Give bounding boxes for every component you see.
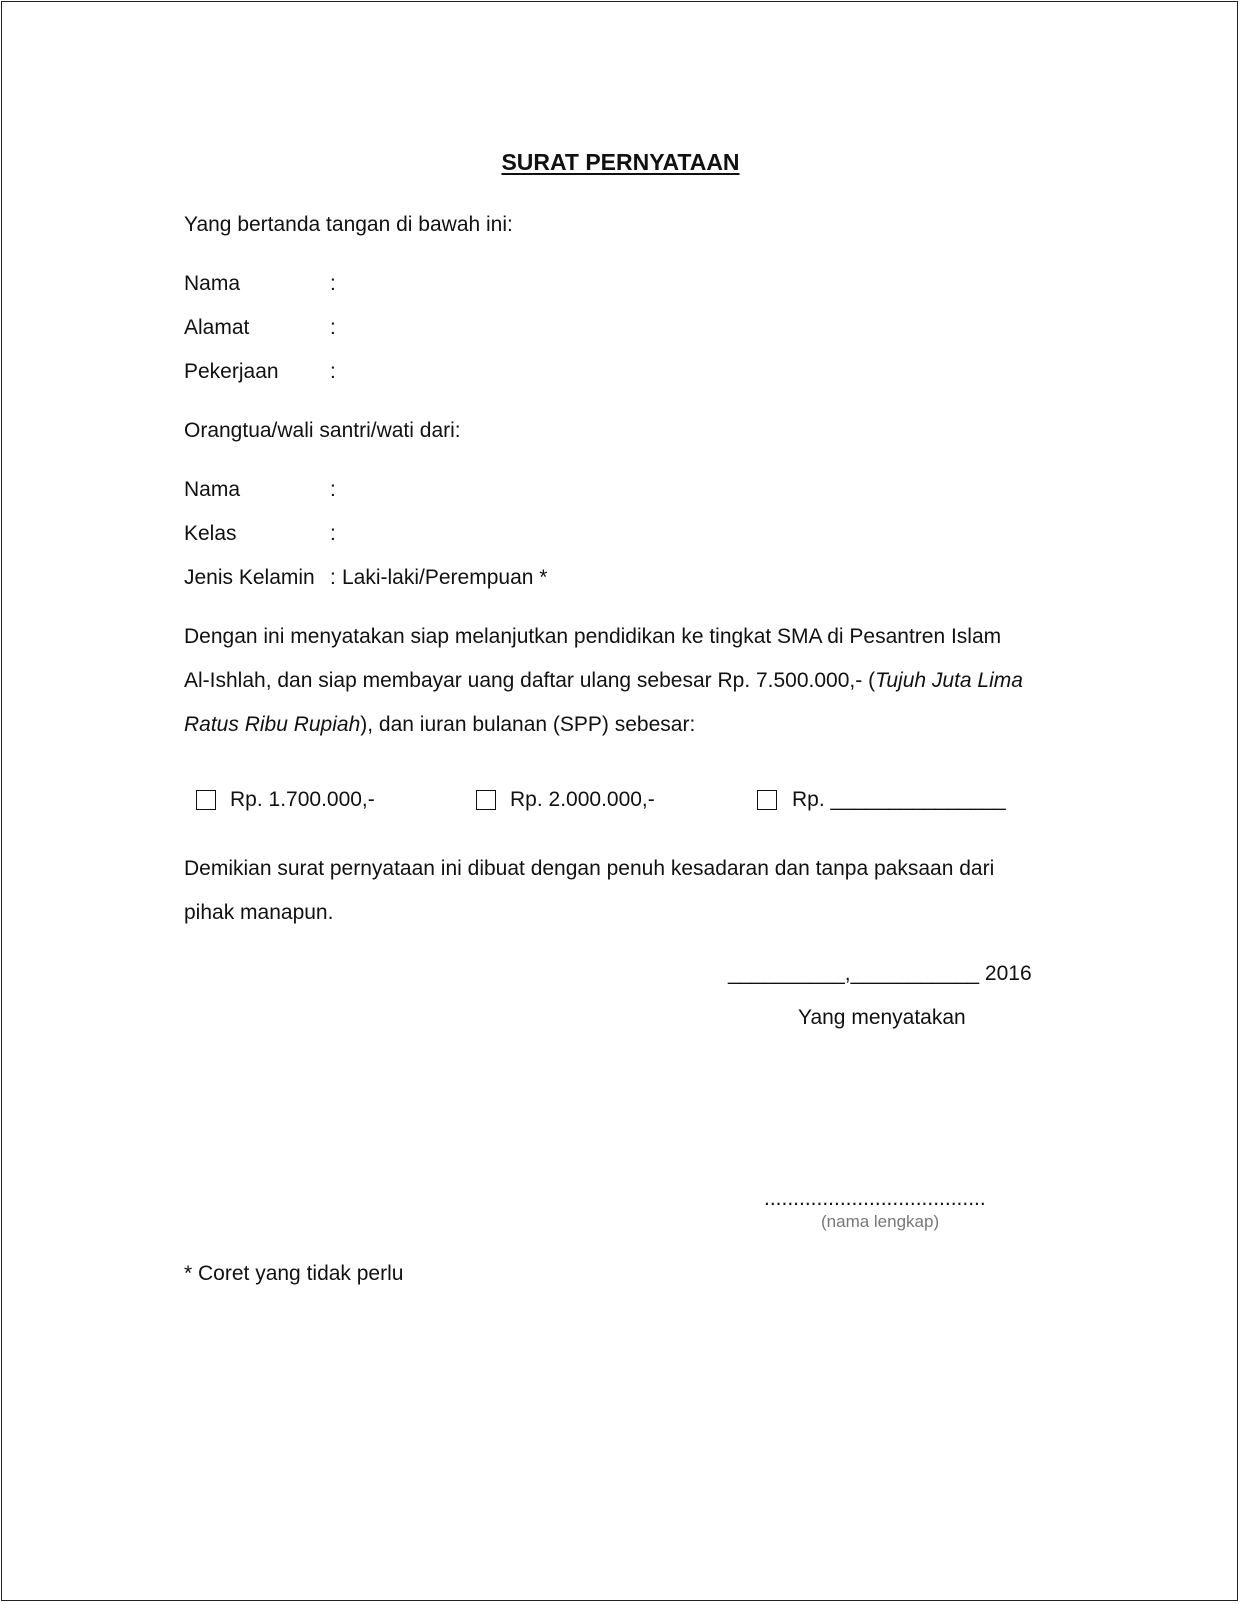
student-gender-value: Laki-laki/Perempuan * [342, 566, 548, 589]
spp-option-2-checkbox[interactable] [476, 790, 496, 810]
student-gender-colon: : [330, 566, 336, 589]
statement-line-3-text: ), dan iuran bulanan (SPP) sebesar: [360, 713, 696, 736]
statement-line-3 [184, 711, 695, 739]
signature-date-line: __________,___________ 2016 [728, 962, 1032, 985]
name-hint: (nama lengkap) [821, 1212, 940, 1231]
closing-line-1: Demikian surat pernyataan ini dibuat dengan penuh kesadaran dan tanpa paksaan dari [184, 857, 995, 880]
document-title: SURAT PERNYATAAN [501, 149, 740, 175]
spp-option-1-checkbox[interactable] [196, 790, 216, 810]
parent-job-label: Pekerjaan [184, 360, 279, 383]
signer-label: Yang menyatakan [798, 1006, 966, 1029]
parent-job-colon: : [330, 360, 336, 383]
parent-address-colon: : [330, 316, 336, 339]
spp-option-2-label: Rp. 2.000.000,- [510, 788, 655, 811]
parent-name-colon: : [330, 272, 336, 295]
statement-line-2-italic: Tujuh Juta Lima [875, 669, 1023, 692]
spp-option-3-label: Rp. _______________ [792, 788, 1006, 811]
closing-line-2: pihak manapun. [184, 901, 334, 924]
signature-dots: ...................................... [764, 1187, 986, 1210]
spp-option-1-label: Rp. 1.700.000,- [230, 788, 375, 811]
statement-line-1: Dengan ini menyatakan siap melanjutkan pendidikan ke tingkat SMA di Pesantren Islam [184, 625, 1002, 648]
parent-address-label: Alamat [184, 316, 250, 339]
spp-option-3-checkbox[interactable] [757, 790, 777, 810]
intro-text: Yang bertanda tangan di bawah ini: [184, 213, 513, 236]
statement-line-3-italic: Ratus Ribu Rupiah [184, 713, 361, 736]
statement-line-2-text: Al-Ishlah, dan siap membayar uang daftar ulang sebesar Rp. 7.500.000,- ( [184, 669, 876, 692]
student-class-colon: : [330, 522, 336, 545]
footnote: * Coret yang tidak perlu [184, 1262, 404, 1285]
student-class-label: Kelas [184, 522, 237, 545]
statement-line-2 [184, 667, 1023, 695]
student-gender-label: Jenis Kelamin [184, 566, 315, 589]
parent-name-label: Nama [184, 272, 241, 295]
student-name-colon: : [330, 478, 336, 501]
student-name-label: Nama [184, 478, 241, 501]
student-intro-text: Orangtua/wali santri/wati dari: [184, 419, 461, 442]
